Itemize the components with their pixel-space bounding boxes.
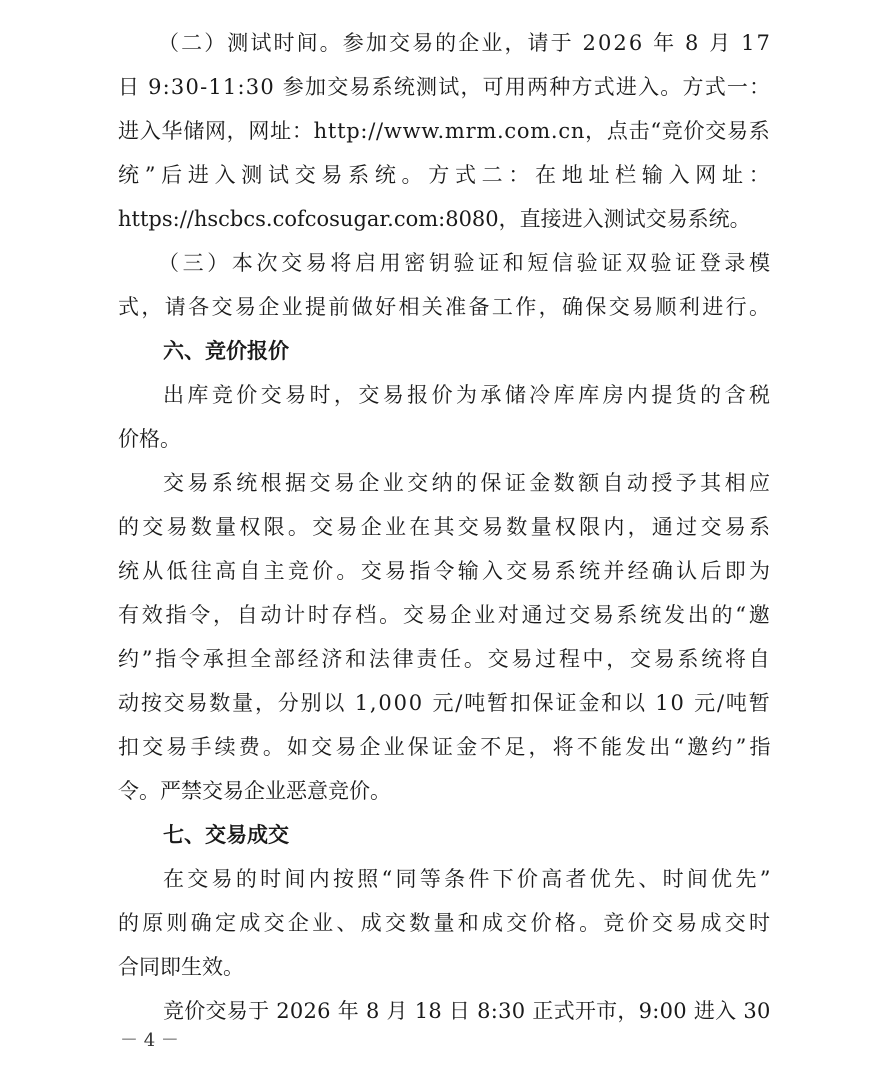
text-line: 在交易的时间内按照“同等条件下价高者优先、时间优先” bbox=[163, 867, 774, 891]
page-number: － 4 － bbox=[120, 1030, 179, 1051]
text-line: （二）测试时间。参加交易的企业，请于 2026 年 8 月 17 bbox=[158, 31, 773, 55]
text-line: （三）本次交易将启用密钥验证和短信验证双验证登录模 bbox=[158, 251, 774, 275]
text-line: https://hscbcs.cofcosugar.com:8080，直接进入测试交易系统。 bbox=[118, 207, 751, 231]
section-heading: 七、交易成交 bbox=[163, 822, 289, 847]
text-line: 式，请各交易企业提前做好相关准备工作，确保交易顺利进行。 bbox=[118, 295, 773, 319]
text-line: 的原则确定成交企业、成交数量和成交价格。竞价交易成交时 bbox=[118, 911, 774, 935]
text-line: 约”指令承担全部经济和法律责任。交易过程中，交易系统将自 bbox=[118, 647, 773, 671]
text-line: 竞价交易于 2026 年 8 月 18 日 8:30 正式开市，9:00 进入 30 bbox=[163, 999, 771, 1023]
text-line: 交易系统根据交易企业交纳的保证金数额自动授予其相应 bbox=[163, 471, 774, 495]
text-line: 价格。 bbox=[118, 427, 181, 451]
text-line: 令。严禁交易企业恶意竞价。 bbox=[118, 779, 391, 803]
text-line: 进入华储网，网址：http://www.mrm.com.cn，点击“竞价交易系 bbox=[118, 119, 771, 143]
text-line: 出库竞价交易时，交易报价为承储冷库库房内提货的含税 bbox=[163, 383, 774, 407]
text-line: 合同即生效。 bbox=[118, 955, 244, 979]
text-line: 统”后进入测试交易系统。方式二：在地址栏输入网址： bbox=[118, 163, 776, 187]
text-line: 的交易数量权限。交易企业在其交易数量权限内，通过交易系 bbox=[118, 515, 774, 539]
text-line: 扣交易手续费。如交易企业保证金不足，将不能发出“邀约”指 bbox=[118, 735, 774, 759]
text-line: 日 9:30-11:30 参加交易系统测试，可用两种方式进入。方式一： bbox=[118, 75, 772, 99]
text-line: 统从低往高自主竞价。交易指令输入交易系统并经确认后即为 bbox=[118, 559, 774, 583]
section-heading: 六、竞价报价 bbox=[163, 338, 289, 363]
text-line: 有效指令，自动计时存档。交易企业对通过交易系统发出的“邀 bbox=[118, 603, 773, 627]
text-line: 动按交易数量，分别以 1,000 元/吨暂扣保证金和以 10 元/吨暂 bbox=[118, 691, 772, 715]
